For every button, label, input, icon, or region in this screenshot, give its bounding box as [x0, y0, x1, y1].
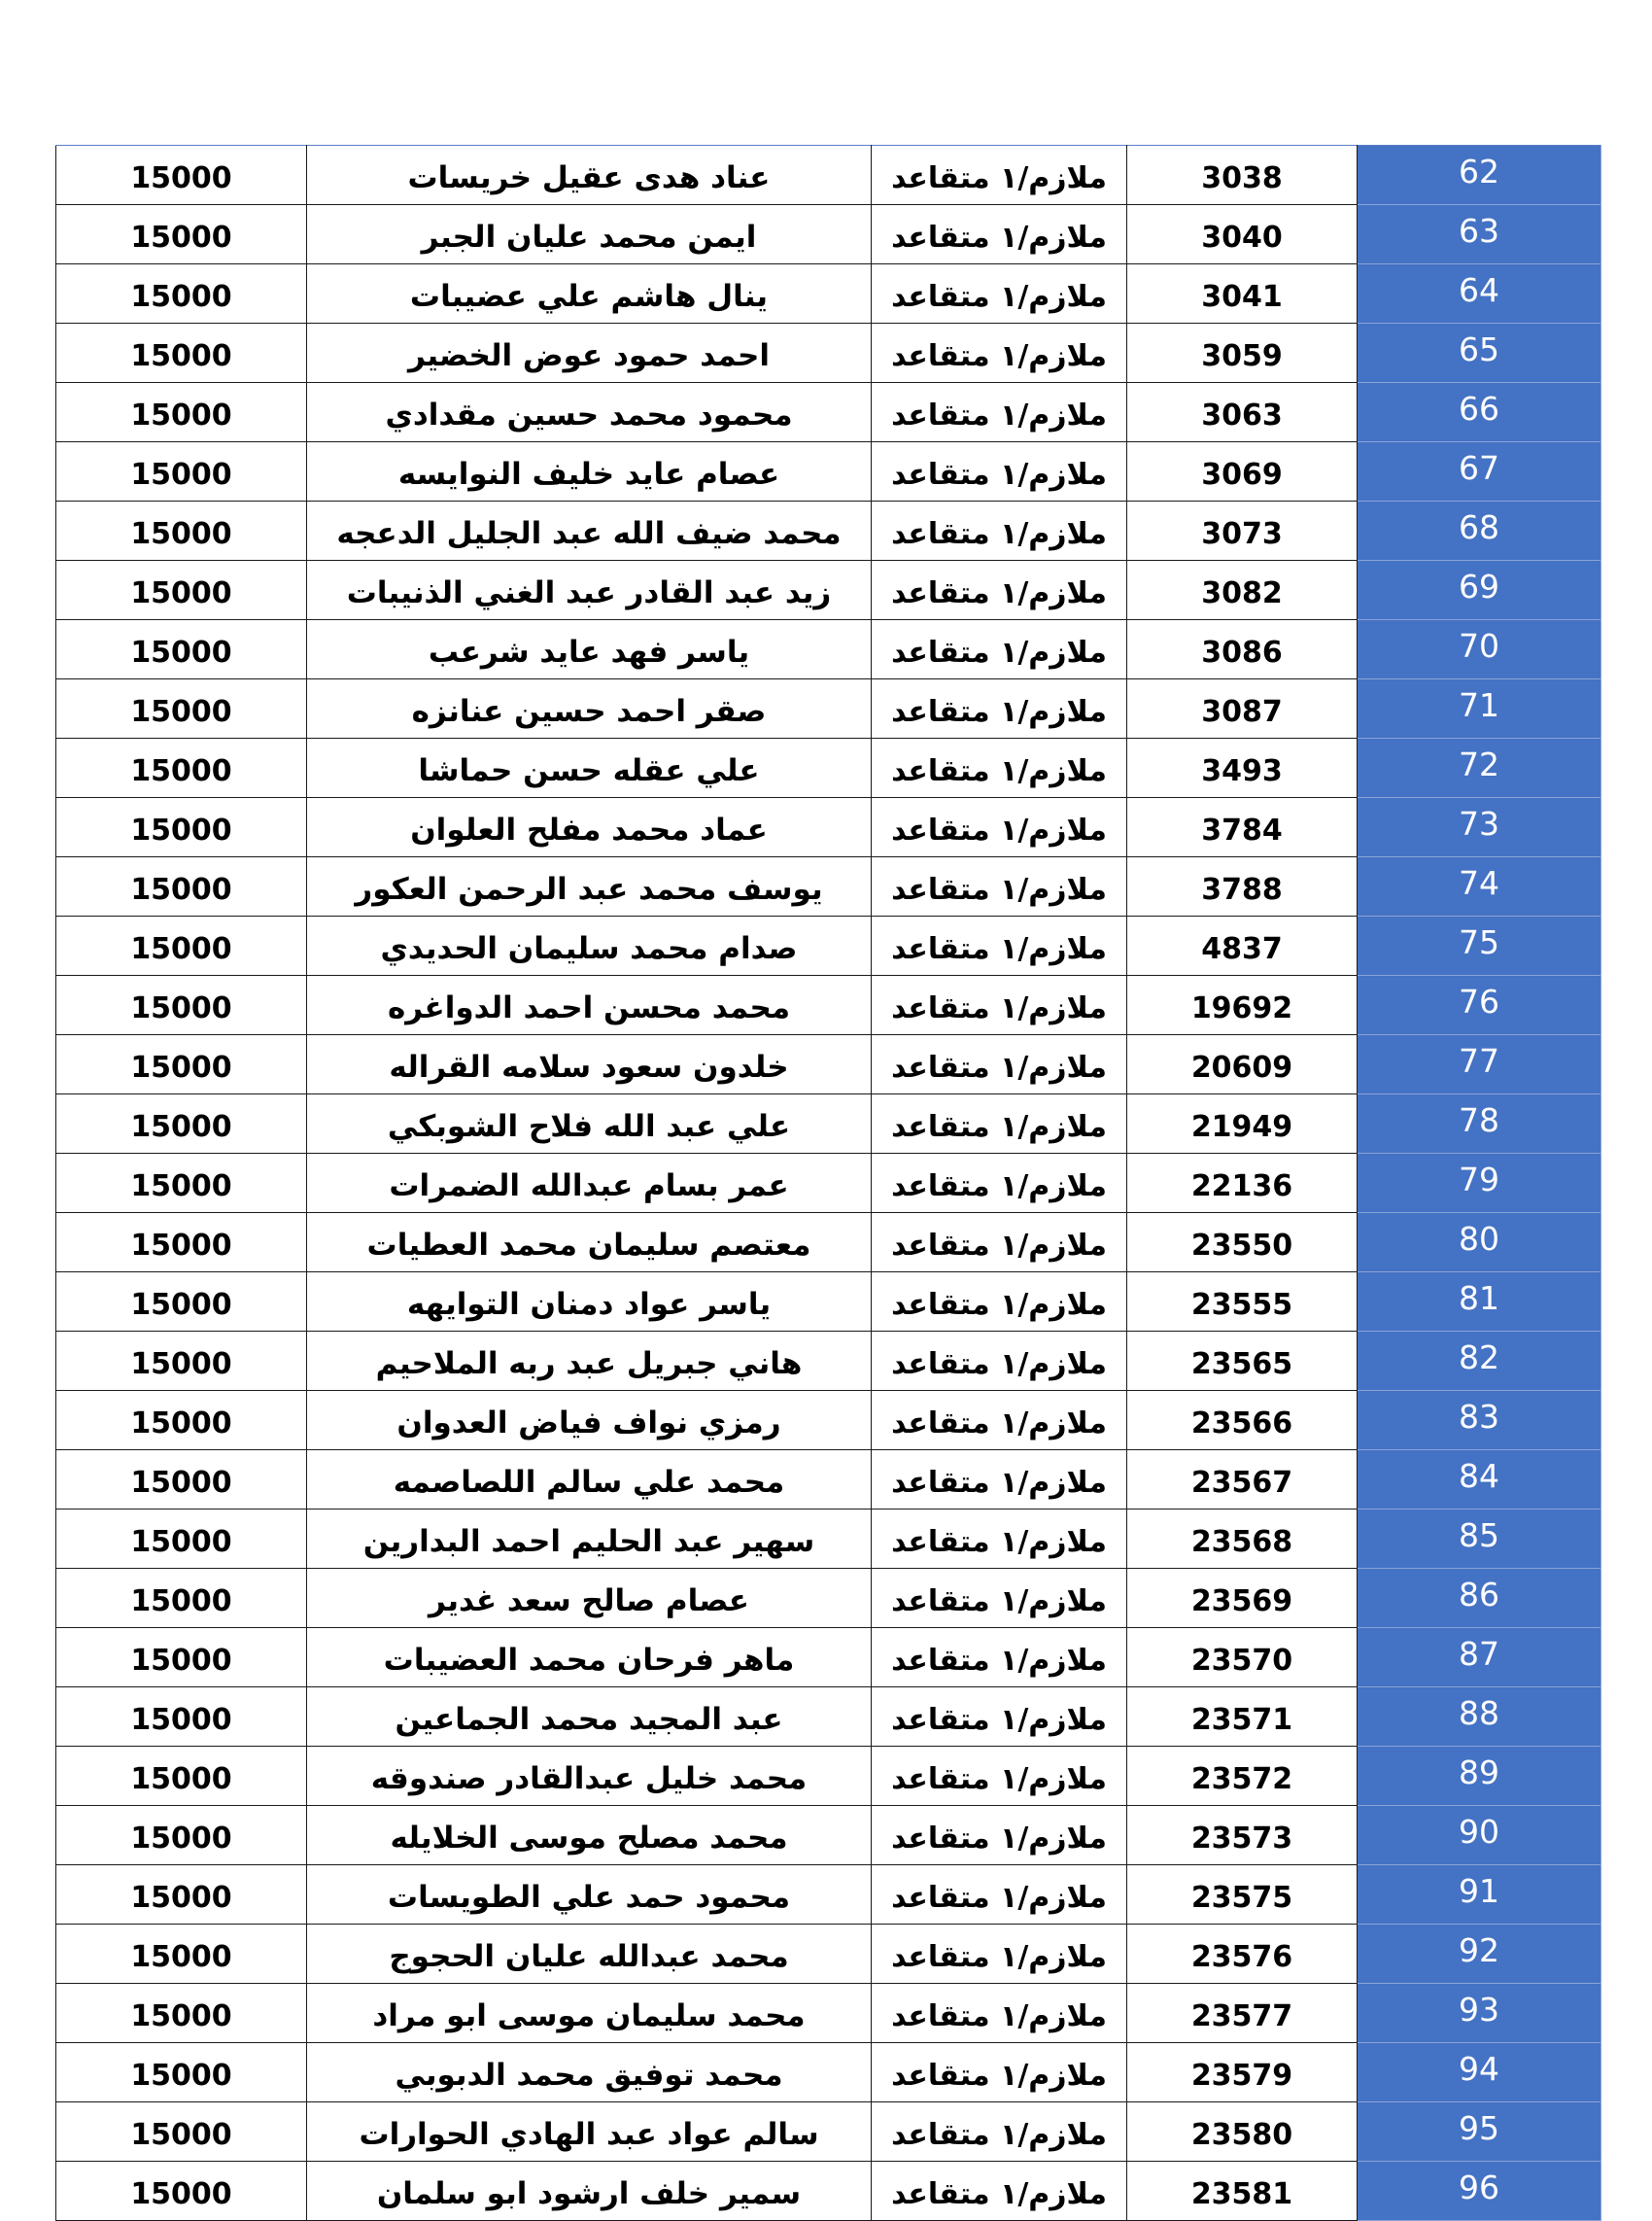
table-row: [56, 1450, 1601, 1510]
name-cell: سمير خلف ارشود ابو سلمان: [307, 2162, 872, 2221]
amount-cell: 15000: [56, 264, 307, 324]
table-row: [56, 1628, 1601, 1687]
row-number-cell: 89: [1358, 1747, 1601, 1806]
table-row: [56, 1569, 1601, 1628]
rank-cell: ملازم/١ متقاعد: [872, 1925, 1127, 1984]
rank-cell: ملازم/١ متقاعد: [872, 1154, 1127, 1213]
amount-cell: 15000: [56, 2162, 307, 2221]
row-number-cell: 79: [1358, 1154, 1601, 1213]
row-number-cell: 83: [1358, 1391, 1601, 1450]
name-cell: عناد هدى عقيل خريسات: [307, 146, 872, 205]
name-cell: خلدون سعود سلامه القراله: [307, 1035, 872, 1094]
row-number-cell: 78: [1358, 1094, 1601, 1154]
rank-cell: ملازم/١ متقاعد: [872, 1628, 1127, 1687]
amount-cell: 15000: [56, 561, 307, 620]
table-row: [56, 1213, 1601, 1272]
code-cell: 23555: [1127, 1272, 1358, 1332]
rank-cell: ملازم/١ متقاعد: [872, 620, 1127, 679]
row-number-cell: 86: [1358, 1569, 1601, 1628]
table-row: [56, 1806, 1601, 1865]
table-row: [56, 1865, 1601, 1925]
code-cell: 23573: [1127, 1806, 1358, 1865]
amount-cell: 15000: [56, 1747, 307, 1806]
code-cell: 23572: [1127, 1747, 1358, 1806]
code-cell: 20609: [1127, 1035, 1358, 1094]
name-cell: زيد عبد القادر عبد الغني الذنيبات: [307, 561, 872, 620]
table-row: [56, 857, 1601, 917]
code-cell: 3086: [1127, 620, 1358, 679]
row-number-cell: 71: [1358, 679, 1601, 739]
rank-cell: ملازم/١ متقاعد: [872, 917, 1127, 976]
amount-cell: 15000: [56, 1272, 307, 1332]
amount-cell: 15000: [56, 1035, 307, 1094]
amount-cell: 15000: [56, 383, 307, 442]
code-cell: 3069: [1127, 442, 1358, 502]
code-cell: 3059: [1127, 324, 1358, 383]
row-number-cell: 72: [1358, 739, 1601, 798]
row-number-cell: 65: [1358, 324, 1601, 383]
rank-cell: ملازم/١ متقاعد: [872, 1332, 1127, 1391]
name-cell: عصام صالح سعد غدير: [307, 1569, 872, 1628]
name-cell: معتصم سليمان محمد العطيات: [307, 1213, 872, 1272]
table-row: [56, 205, 1601, 264]
name-cell: احمد حمود عوض الخضير: [307, 324, 872, 383]
amount-cell: 15000: [56, 739, 307, 798]
table-row: [56, 502, 1601, 561]
code-cell: 3041: [1127, 264, 1358, 324]
row-number-cell: 62: [1358, 146, 1601, 205]
name-cell: محمد محسن احمد الدواغره: [307, 976, 872, 1035]
row-number-cell: 88: [1358, 1687, 1601, 1747]
amount-cell: 15000: [56, 205, 307, 264]
table-row: [56, 1035, 1601, 1094]
table-row: [56, 561, 1601, 620]
name-cell: محمد علي سالم اللصاصمه: [307, 1450, 872, 1510]
rank-cell: ملازم/١ متقاعد: [872, 1806, 1127, 1865]
name-cell: هاني جبريل عبد ربه الملاحيم: [307, 1332, 872, 1391]
code-cell: 23581: [1127, 2162, 1358, 2221]
row-number-cell: 70: [1358, 620, 1601, 679]
name-cell: رمزي نواف فياض العدوان: [307, 1391, 872, 1450]
code-cell: 21949: [1127, 1094, 1358, 1154]
code-cell: 3063: [1127, 383, 1358, 442]
rank-cell: ملازم/١ متقاعد: [872, 2162, 1127, 2221]
row-number-cell: 82: [1358, 1332, 1601, 1391]
name-cell: محمد خليل عبدالقادر صندوقه: [307, 1747, 872, 1806]
rank-cell: ملازم/١ متقاعد: [872, 1272, 1127, 1332]
rank-cell: ملازم/١ متقاعد: [872, 857, 1127, 917]
rank-cell: ملازم/١ متقاعد: [872, 1865, 1127, 1925]
code-cell: 3040: [1127, 205, 1358, 264]
amount-cell: 15000: [56, 2102, 307, 2162]
table-row: [56, 1747, 1601, 1806]
name-cell: محمد مصلح موسى الخلايله: [307, 1806, 872, 1865]
amount-cell: 15000: [56, 1510, 307, 1569]
name-cell: ياسر فهد عايد شرعب: [307, 620, 872, 679]
code-cell: 3082: [1127, 561, 1358, 620]
name-cell: محمد توفيق محمد الدبوبي: [307, 2043, 872, 2102]
table-row: [56, 1510, 1601, 1569]
rank-cell: ملازم/١ متقاعد: [872, 2102, 1127, 2162]
row-number-cell: 80: [1358, 1213, 1601, 1272]
code-cell: 3038: [1127, 146, 1358, 205]
code-cell: 23567: [1127, 1450, 1358, 1510]
row-number-cell: 76: [1358, 976, 1601, 1035]
rank-cell: ملازم/١ متقاعد: [872, 1094, 1127, 1154]
amount-cell: 15000: [56, 679, 307, 739]
name-cell: عصام عايد خليف النوايسه: [307, 442, 872, 502]
personnel-table: [55, 145, 1601, 2221]
row-number-cell: 94: [1358, 2043, 1601, 2102]
amount-cell: 15000: [56, 976, 307, 1035]
rank-cell: ملازم/١ متقاعد: [872, 561, 1127, 620]
code-cell: 22136: [1127, 1154, 1358, 1213]
rank-cell: ملازم/١ متقاعد: [872, 146, 1127, 205]
rank-cell: ملازم/١ متقاعد: [872, 739, 1127, 798]
rank-cell: ملازم/١ متقاعد: [872, 264, 1127, 324]
personnel-table-body: [56, 146, 1601, 2221]
code-cell: 23550: [1127, 1213, 1358, 1272]
row-number-cell: 63: [1358, 205, 1601, 264]
code-cell: 23571: [1127, 1687, 1358, 1747]
name-cell: محمد ضيف الله عبد الجليل الدعجه: [307, 502, 872, 561]
amount-cell: 15000: [56, 1569, 307, 1628]
table-row: [56, 917, 1601, 976]
table-row: [56, 2043, 1601, 2102]
code-cell: 23575: [1127, 1865, 1358, 1925]
rank-cell: ملازم/١ متقاعد: [872, 1510, 1127, 1569]
name-cell: علي عبد الله فلاح الشوبكي: [307, 1094, 872, 1154]
row-number-cell: 77: [1358, 1035, 1601, 1094]
row-number-cell: 75: [1358, 917, 1601, 976]
name-cell: محمد عبدالله عليان الحجوج: [307, 1925, 872, 1984]
row-number-cell: 69: [1358, 561, 1601, 620]
rank-cell: ملازم/١ متقاعد: [872, 798, 1127, 857]
table-row: [56, 1272, 1601, 1332]
name-cell: عماد محمد مفلح العلوان: [307, 798, 872, 857]
name-cell: عبد المجيد محمد الجماعين: [307, 1687, 872, 1747]
rank-cell: ملازم/١ متقاعد: [872, 1687, 1127, 1747]
rank-cell: ملازم/١ متقاعد: [872, 1213, 1127, 1272]
table-row: [56, 442, 1601, 502]
rank-cell: ملازم/١ متقاعد: [872, 502, 1127, 561]
table-row: [56, 798, 1601, 857]
name-cell: سالم عواد عبد الهادي الحوارات: [307, 2102, 872, 2162]
row-number-cell: 87: [1358, 1628, 1601, 1687]
amount-cell: 15000: [56, 324, 307, 383]
code-cell: 3493: [1127, 739, 1358, 798]
name-cell: علي عقله حسن حماشا: [307, 739, 872, 798]
rank-cell: ملازم/١ متقاعد: [872, 976, 1127, 1035]
row-number-cell: 66: [1358, 383, 1601, 442]
row-number-cell: 96: [1358, 2162, 1601, 2221]
amount-cell: 15000: [56, 1213, 307, 1272]
row-number-cell: 64: [1358, 264, 1601, 324]
row-number-cell: 95: [1358, 2102, 1601, 2162]
code-cell: 19692: [1127, 976, 1358, 1035]
amount-cell: 15000: [56, 1628, 307, 1687]
code-cell: 23565: [1127, 1332, 1358, 1391]
table-row: [56, 1332, 1601, 1391]
amount-cell: 15000: [56, 1984, 307, 2043]
table-row: [56, 1925, 1601, 1984]
amount-cell: 15000: [56, 1391, 307, 1450]
code-cell: 3073: [1127, 502, 1358, 561]
row-number-cell: 93: [1358, 1984, 1601, 2043]
code-cell: 23577: [1127, 1984, 1358, 2043]
name-cell: ينال هاشم علي عضيبات: [307, 264, 872, 324]
name-cell: ماهر فرحان محمد العضيبات: [307, 1628, 872, 1687]
amount-cell: 15000: [56, 857, 307, 917]
name-cell: محمود محمد حسين مقدادي: [307, 383, 872, 442]
row-number-cell: 91: [1358, 1865, 1601, 1925]
code-cell: 23579: [1127, 2043, 1358, 2102]
rank-cell: ملازم/١ متقاعد: [872, 324, 1127, 383]
code-cell: 23570: [1127, 1628, 1358, 1687]
rank-cell: ملازم/١ متقاعد: [872, 679, 1127, 739]
name-cell: صقر احمد حسين عنانزه: [307, 679, 872, 739]
rank-cell: ملازم/١ متقاعد: [872, 205, 1127, 264]
table-row: [56, 620, 1601, 679]
name-cell: يوسف محمد عبد الرحمن العكور: [307, 857, 872, 917]
row-number-cell: 68: [1358, 502, 1601, 561]
table-row: [56, 1984, 1601, 2043]
code-cell: 4837: [1127, 917, 1358, 976]
rank-cell: ملازم/١ متقاعد: [872, 1035, 1127, 1094]
name-cell: محمود حمد علي الطويسات: [307, 1865, 872, 1925]
amount-cell: 15000: [56, 1450, 307, 1510]
table-row: [56, 739, 1601, 798]
amount-cell: 15000: [56, 442, 307, 502]
row-number-cell: 73: [1358, 798, 1601, 857]
rank-cell: ملازم/١ متقاعد: [872, 442, 1127, 502]
code-cell: 23566: [1127, 1391, 1358, 1450]
amount-cell: 15000: [56, 2043, 307, 2102]
table-row: [56, 1094, 1601, 1154]
amount-cell: 15000: [56, 502, 307, 561]
table-row: [56, 1154, 1601, 1213]
code-cell: 3784: [1127, 798, 1358, 857]
code-cell: 23580: [1127, 2102, 1358, 2162]
row-number-cell: 67: [1358, 442, 1601, 502]
amount-cell: 15000: [56, 917, 307, 976]
table-row: [56, 1391, 1601, 1450]
table-row: [56, 324, 1601, 383]
row-number-cell: 81: [1358, 1272, 1601, 1332]
row-number-cell: 74: [1358, 857, 1601, 917]
amount-cell: 15000: [56, 1865, 307, 1925]
code-cell: 23576: [1127, 1925, 1358, 1984]
table-row: [56, 679, 1601, 739]
table-row: [56, 383, 1601, 442]
row-number-cell: 84: [1358, 1450, 1601, 1510]
amount-cell: 15000: [56, 1094, 307, 1154]
rank-cell: ملازم/١ متقاعد: [872, 1984, 1127, 2043]
row-number-cell: 85: [1358, 1510, 1601, 1569]
table-row: [56, 2102, 1601, 2162]
table-row: [56, 2162, 1601, 2221]
amount-cell: 15000: [56, 1925, 307, 1984]
rank-cell: ملازم/١ متقاعد: [872, 1747, 1127, 1806]
amount-cell: 15000: [56, 1806, 307, 1865]
amount-cell: 15000: [56, 1332, 307, 1391]
name-cell: محمد سليمان موسى ابو مراد: [307, 1984, 872, 2043]
rank-cell: ملازم/١ متقاعد: [872, 383, 1127, 442]
table-row: [56, 1687, 1601, 1747]
row-number-cell: 90: [1358, 1806, 1601, 1865]
rank-cell: ملازم/١ متقاعد: [872, 1450, 1127, 1510]
amount-cell: 15000: [56, 1154, 307, 1213]
code-cell: 3788: [1127, 857, 1358, 917]
name-cell: عمر بسام عبدالله الضمرات: [307, 1154, 872, 1213]
amount-cell: 15000: [56, 798, 307, 857]
amount-cell: 15000: [56, 1687, 307, 1747]
name-cell: ياسر عواد دمنان التوايهه: [307, 1272, 872, 1332]
table-row: [56, 976, 1601, 1035]
code-cell: 3087: [1127, 679, 1358, 739]
name-cell: ايمن محمد عليان الجبر: [307, 205, 872, 264]
amount-cell: 15000: [56, 146, 307, 205]
rank-cell: ملازم/١ متقاعد: [872, 1391, 1127, 1450]
name-cell: صدام محمد سليمان الحديدي: [307, 917, 872, 976]
rank-cell: ملازم/١ متقاعد: [872, 1569, 1127, 1628]
row-number-cell: 92: [1358, 1925, 1601, 1984]
code-cell: 23569: [1127, 1569, 1358, 1628]
rank-cell: ملازم/١ متقاعد: [872, 2043, 1127, 2102]
amount-cell: 15000: [56, 620, 307, 679]
code-cell: 23568: [1127, 1510, 1358, 1569]
table-row: [56, 146, 1601, 205]
table-row: [56, 264, 1601, 324]
name-cell: سهير عبد الحليم احمد البدارين: [307, 1510, 872, 1569]
